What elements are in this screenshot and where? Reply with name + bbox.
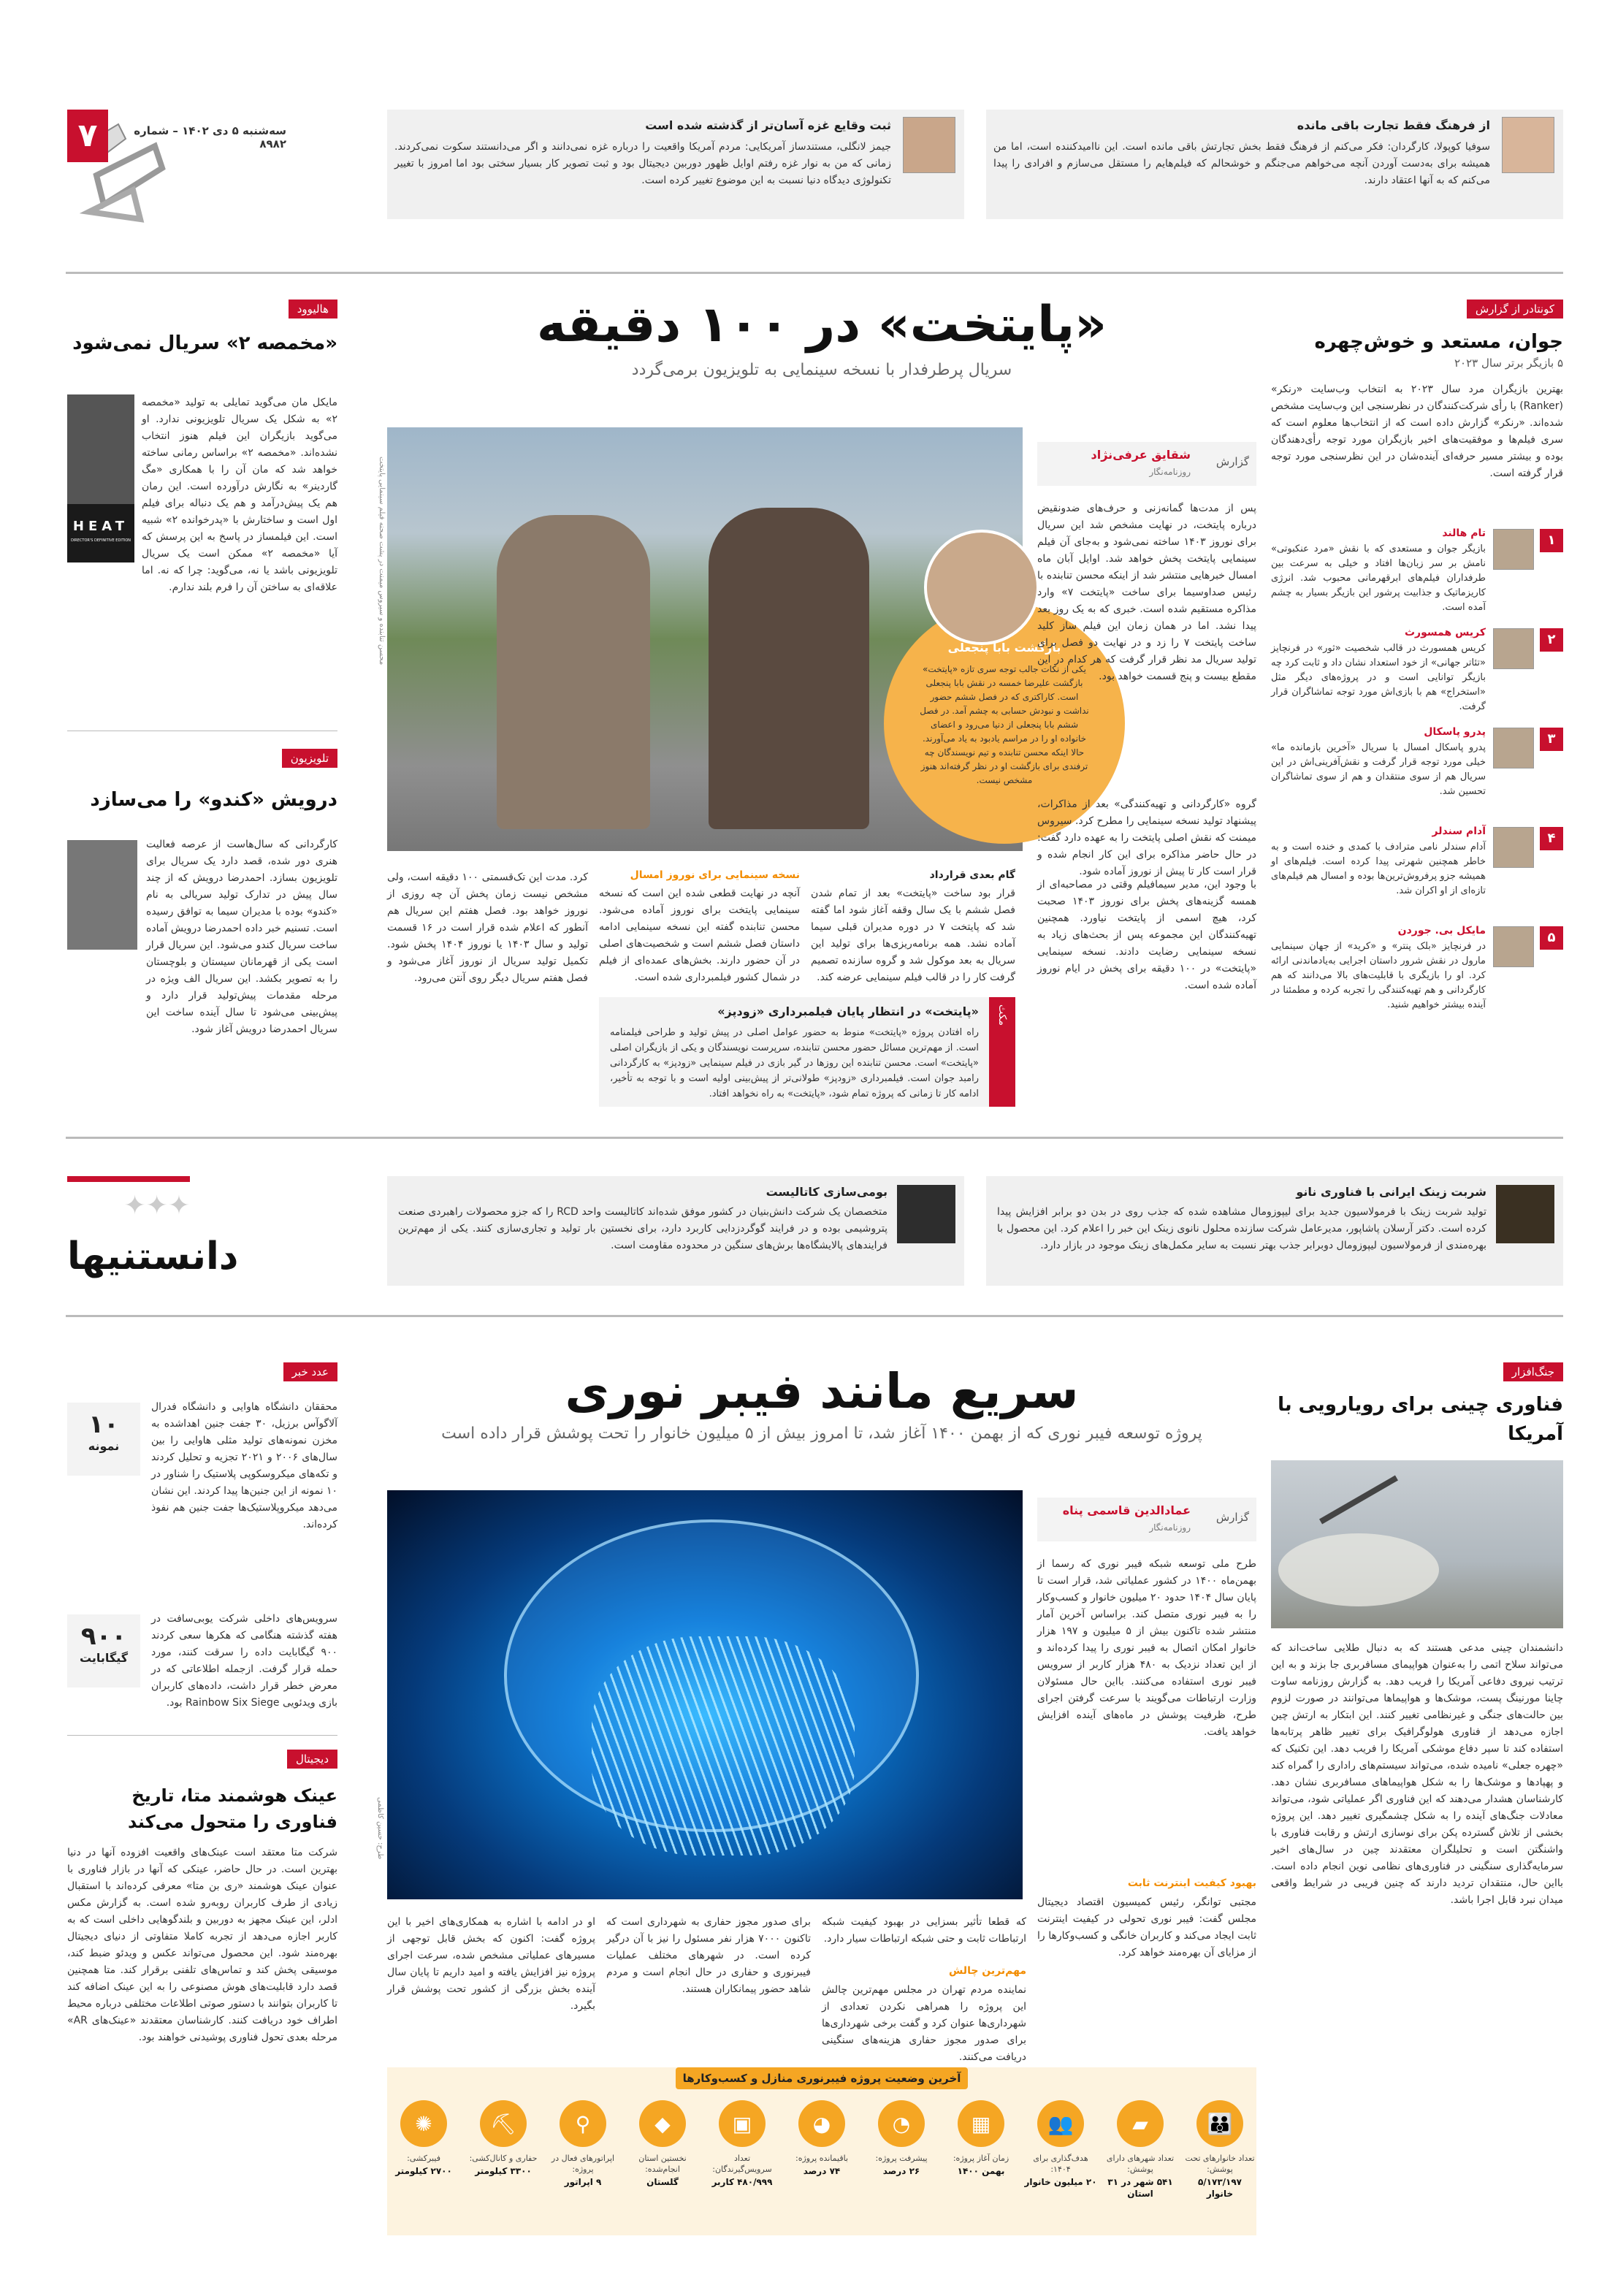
infographic-title-bar	[676, 2067, 968, 2089]
fact1-unit: نمونه	[88, 1439, 120, 1453]
province-icon: ◆	[639, 2100, 686, 2147]
fiber-col4: او در ادامه با اشاره به همکاری‌های اخیر با این پروژه گفت: اکنون که بخش قابل توجهی از مسیرهای عملیاتی مشخص شده، سرعت اجرای پروژه نیز افزایش یافته و امید داریم تا پایان سال آینده بخش بزرگی از کشور تحت پوشش قرار بگیرد.	[387, 1916, 595, 2012]
main-subheadline: سریال پرطرفدار با نسخه سینمایی به تلویزیون برمی‌گردد	[631, 361, 1012, 379]
stat-item	[467, 2100, 540, 2232]
maks-sidebar	[599, 997, 1015, 1107]
section-label-hollywood: هالیوود	[289, 300, 337, 319]
article-body-kandu: کارگردانی که سال‌هاست از عرصه فعالیت هنری دور شده، قصد دارد یک سریال برای تلویزیون بسازد. احمدرضا درویش که از چند سال پیش در تدارک تولید سریالی به نام «کندو» بوده با مدیران سیما به توافق رسیده است. تسنیم خبر داده احمدرضا درویش آماده ساخت سریال کندو می‌شود. این سریال قرار است یکی از قهرمانان سیستان و بلوچستان را به تصویر بکشد. این سریال الف ویژه در مرحله مقدمات پیش‌تولید قرار دارد و پیش‌بینی می‌شود تا سال آینده ساخت این سریال احمدرضا درویش آغاز شود.	[146, 839, 337, 1035]
headline-meta: عینک هوشمند متا، تاریخ فناوری را متحول می‌کند	[128, 1785, 337, 1832]
article-body-heat: مایکل مان می‌گوید تمایلی به تولید «مخمصه ۲» به شکل یک سریال تلویزیونی ندارد. او می‌گوید بازیگران این فیلم هنوز انتخاب نشده‌اند. «مخمصه ۲» براساس رمانی ساخته خواهد شد که مان آن را با همکاری «مگ گاردینر» به نگارش درآورده است. این رمان هم یک پیش‌درآمد و هم یک دنباله برای فیلم اول است و ساختارش با «پدرخوانده ۲» شبیه است. این فیلمساز در پاسخ به این پرسش که آیا «مخمصه ۲» ممکن است یک سریال تلویزیونی باشد یا نه، می‌گوید: چرا که نه. اما علاقه‌ای به ساختن آن را فرم بلند ندارم.	[142, 397, 338, 593]
main-col4: کرد. مدت این تک‌قسمتی ۱۰۰ دقیقه است، ولی مشخص نیست زمان پخش آن چه روزی از نوروز خواهد بود. فصل هفتم این سریال هم آنطور که اعلام شده قرار است در ۱۶ قسمت تولید و سال ۱۴۰۳ یا نوروز ۱۴۰۴ پخش شود. تکمیل تولید سریال از نوروز آغاز می‌شود و فصل هفتم سریال دیگر روی آنتن می‌رود.	[387, 872, 588, 984]
actor-body: پدرو پاسکال امسال با سریال «آخرین بازمانده ما» خیلی مورد توجه قرار گرفت و نقش‌آفرینی‌اش در این سریال هم از سوی منتقدان و هم از سوی تماشاگران تحسین شد.	[1271, 742, 1486, 797]
top-news-body-1: سوفیا کوپولا، کارگردان: فکر می‌کنم از فرهنگ فقط بخش تجارتش باقی مانده است. این ناامیدکننده است، اما من همیشه برای به‌دست آوردن آنچه می‌خواهم می‌جنگم و خوشحالم که فیلم‌هایم را مستقل می‌سازم و افرادی را پیدا می‌کنم که به آنها اعتقاد دارند.	[993, 141, 1490, 186]
section-label-report: کونتادر از گزارش	[1467, 300, 1563, 319]
actor-right	[709, 508, 869, 829]
article-body-meta: شرکت متا معتقد است عینک‌های واقعیت افزوده آنها در دنیا بهترین است. در حال حاضر، عینکی که آنها در بازار فناوری با عنوان عینک هوشمند «ری بن متا» معرفی کرده‌اند با استقبال زیادی از طرف کاربران روبه‌رو شده است. به گزارش مکس ادلر، این عینک مجهز به دوربین و بلندگوهایی داخلی است که به کاربر اجازه می‌دهد از تجربه کاملا متفاوتی از دنیای دیجیتال بهره‌مند شود. این محصول می‌تواند عکس و ویدئو ضبط کند، موسیقی پخش کند و تماس‌های تلفنی برقرار کند. متا همچنین قصد دارد قابلیت‌های هوش مصنوعی را به این عینک اضافه کند تا کاربران بتوانند با دستور صوتی اطلاعات مختلفی درباره محیط اطراف خود دریافت کنند. کارشناسان معتقدند «عینک‌های AR» مرحله بعدی تحول فناوری پوشیدنی خواهند بود.	[67, 1847, 337, 2043]
page-number-box	[67, 110, 108, 162]
main-col3-head: نسخه سینمایی برای نوروز امسال	[630, 869, 800, 881]
fiber-photo-caption: طرح: حسین کاظمی	[376, 1797, 384, 1860]
top-news-photo-1	[1502, 117, 1554, 173]
fiber-kicker-box	[1037, 1498, 1256, 1541]
stat-item	[785, 2100, 858, 2232]
maks-kicker: مکث	[996, 1004, 1008, 1026]
missile-photo	[1271, 1460, 1563, 1628]
headline-kandu: درویش «کندو» را می‌سازد	[90, 789, 337, 811]
headline-heat: «مخمصه ۲» سریال نمی‌شود	[72, 332, 337, 354]
actor-name: پدرو پاسکال	[1424, 726, 1486, 738]
router-icon: ▣	[719, 2100, 766, 2147]
maks-kicker-box	[989, 997, 1015, 1107]
fiber-col1: طرح ملی توسعه شبکه فیبر نوری که رسما از بهمن‌ماه ۱۴۰۰ در کشور عملیاتی شد، قرار است تا پایان سال ۱۴۰۴ حدود ۲۰ میلیون خانوار و کسب‌وکار را به فیبر نوری متصل کند. براساس آخرین آمار منتشر شده تاکنون بیش از ۵ میلیون و ۱۹۷ هزار خانوار امکان اتصال به فیبر نوری را پیدا کرده‌اند و از این تعداد نزدیک به ۴۸۰ هزار کاربر از سرویس فیبر نوری استفاده می‌کنند. بااین حال مسئولان وزارت ارتباطات می‌گویند با سرعت گرفتن اجرای طرح، ظرفیت پوشش در ماه‌های آینده افزایش خواهد یافت.	[1037, 1558, 1257, 1738]
infographic	[387, 2067, 1256, 2235]
bottom-news-photo-1	[1496, 1185, 1554, 1243]
stat-value: ۲۷۰۰ کیلومتر	[395, 2166, 452, 2176]
stat-item	[626, 2100, 699, 2232]
fiber-author-role: روزنامه‌نگار	[1149, 1522, 1191, 1533]
fiber-kicker: گزارش	[1215, 1511, 1249, 1524]
right-column	[1271, 300, 1563, 1125]
subhead-actors: ۵ بازیگر برتر سال ۲۰۲۳	[1454, 356, 1563, 370]
bottom-news-item-2	[387, 1176, 964, 1286]
stat-item	[1024, 2100, 1097, 2232]
main-col1b: گروه «کارگردانی و تهیه‌کنندگی» بعد از مذاکرات، پیشنهاد تولید نسخه سینمایی را مطرح کرد. سیروس میمنت که نقش اصلی پایتخت را به عهده دارد گفت: در حال حاضر مذاکره برای این کار انجام شده و قرار است کار تا پیش از نوروز آماده شود.	[1037, 798, 1256, 877]
stat-item	[546, 2100, 619, 2232]
family-icon: 👪	[1196, 2100, 1243, 2147]
fact2-number-box	[67, 1614, 140, 1687]
map-iran-icon: ▰	[1117, 2100, 1164, 2147]
stat-label: تعداد شهرهای دارای پوشش:	[1106, 2154, 1175, 2174]
stat-label: فیبرکشی:	[407, 2154, 440, 2163]
bio-photo	[924, 530, 1039, 645]
actor-photo	[1493, 827, 1534, 868]
actor-photo	[1493, 628, 1534, 669]
stat-label: زمان آغاز پروژه:	[953, 2154, 1009, 2163]
bottom-news-title-2: بومی‌سازی کاتالیست	[766, 1185, 888, 1199]
fact2-unit: گیگابایت	[79, 1651, 129, 1665]
fiber-headline: سریع مانند فیبر نوری	[565, 1363, 1079, 1419]
bottom-news-body-2: متخصصان یک شرکت دانش‌بنیان در کشور موفق شده‌اند کاتالیست واحد RCD را که جزو محصولات راهبردی صنعت پتروشیمی بوده و در فرایند گوگردزدایی کاربرد دارد، برای نخستین بار تولید و تجاری‌سازی کنند. یکی از مهم‌ترین فرایندهای پالایشگاه‌ها برش‌های سنگین در محدوده مقاومت است.	[398, 1206, 888, 1251]
top-news-item-1	[986, 110, 1563, 219]
actor-item	[1271, 725, 1563, 818]
actor-name: آدام سندلر	[1432, 825, 1486, 837]
bottom-news-body-1: تولید شربت زینک با فرمولاسیون جدید برای لیپوزومال مشاهده شده که جذب روی در بدن دو برابر افزایش پیدا کرده است. دکتر آرسلان پاشاپور، مدیرعامل شرکت سازنده محلول نانوی زینک این خبر را اعلام کرد. این محصول با بهره‌مندی از فرمولاسیون لیپوزومال دوبرابر جذب بهتر نسبت به سایر مکمل‌های زینک موجود در بازار دارد.	[997, 1206, 1486, 1251]
stat-value: ۷۴ درصد	[803, 2166, 841, 2176]
top-news-title-1: از فرهنگ فقط تجارت باقی مانده	[1297, 118, 1490, 132]
actor-body: آدام سندلر نامی مترادف با کمدی و خنده است و به خاطر همچنین شهرتی پیدا کرده است. فیلم‌های او همیشه جزو پرفروش‌ترین‌ها بوده و امسال هم فیلم‌های تازه‌ای از او اکران شد.	[1271, 842, 1486, 896]
stat-value: ۹ اپراتور	[564, 2177, 602, 2187]
page-number: ۷	[77, 117, 98, 154]
actor-rank: ۱	[1540, 529, 1563, 552]
main-col1c: با وجود این، مدیر سیمافیلم وقتی در مصاحبه‌ای از همسه گزینه‌های پخش برای نوروز ۱۴۰۳ صحبت کرد، هیچ اسمی از پایتخت نیاورد. همچنین تهیه‌کنندگان این مجموعه پس از بحث‌های زیاد به نسخه سینمایی رضایت دادند. نسخه سینمایی «پایتخت» در ۱۰۰ دقیقه برای پخش در ایام نوروز آماده شده است.	[1037, 879, 1257, 991]
bottom-brand-faint: ✦✦✦	[123, 1191, 190, 1221]
actor-left	[497, 515, 650, 829]
stat-label: نخستین استان انجام‌شده:	[638, 2154, 687, 2174]
stat-label: باقیمانده پروژه:	[795, 2154, 849, 2163]
fact2-number: ۹۰۰	[80, 1622, 127, 1651]
stat-label: پیشرفت پروژه:	[875, 2154, 928, 2163]
bottom-news-title-1: شربت زینک ایرانی با فناوری نانو	[1296, 1185, 1486, 1199]
stat-value: ۴۸۰/۹۹۹ کاربر	[711, 2177, 773, 2187]
bottom-news-photo-2	[897, 1185, 955, 1243]
main-headline: «پایتخت» در ۱۰۰ دقیقه	[536, 296, 1107, 354]
actor-body: در فرنچایز «بلک پنتر» و «کرید» از جهان سینمایی مارول در نقش شرور داستان اجرایی به‌یادماندنی ارائه کرد. او را بازیگری با قابلیت‌های بالا می‌دانند که هم کارگردانی و هم تهیه‌کنندگی را تجربه کرده و مطمئنا در آینده بیشتر خواهیم شنید.	[1271, 941, 1486, 1010]
actor-item	[1271, 923, 1563, 1017]
fact1-body: محققان دانشگاه هاوایی و دانشگاه فدرال آلاگوآس برزیل، ۳۰ جفت جنین اهداشده به مخزن نمونه‌های تولید مثلی هاوایی را بین سال‌های ۲۰۰۶ و ۲۰۲۱ تجزیه و تحلیل کردند و تکه‌های میکروسکوپی پلاستیک را شناور در ۱۰ نمونه از این جنین‌ها پیدا کردند. این نشان می‌دهد میکروپلاستیک‌ها جفت جنین هم نفوذ کرده‌اند.	[151, 1401, 337, 1530]
tower-icon: ⚲	[560, 2100, 606, 2147]
fact1-number-box	[67, 1403, 140, 1476]
dateline: سه‌شنبه ۵ دی ۱۴۰۲ – شماره ۸۹۸۲	[134, 124, 286, 150]
fiber-strands	[592, 1636, 855, 1856]
actor-photo	[1493, 926, 1534, 967]
calendar-icon: ▦	[958, 2100, 1004, 2147]
main-story	[378, 292, 1257, 1125]
main-author-role: روزنامه‌نگار	[1149, 467, 1191, 477]
section-label-weapons: جنگ‌افزار	[1503, 1362, 1563, 1381]
headline-actors: جوان، مستعد و خوش‌چهره	[1314, 331, 1563, 353]
actor-rank: ۳	[1540, 728, 1563, 751]
stat-label: اپراتورهای فعال در پروژه:	[551, 2154, 615, 2174]
stat-value: ۵/۱۷۳/۱۹۷ خانوار	[1197, 2177, 1243, 2199]
fiber-icon: ✺	[400, 2100, 447, 2147]
actor-item	[1271, 824, 1563, 918]
bottom-brand-red-bar	[67, 1176, 190, 1182]
stat-value: ۵۴۱ شهر در ۳۱ استان	[1107, 2177, 1173, 2199]
actors-list	[1271, 526, 1563, 1017]
main-author: شقایق عرفی‌نژاد	[1091, 448, 1191, 462]
top-divider	[66, 272, 1563, 274]
bottom-left-column	[67, 1362, 337, 2224]
main-kicker-box	[1037, 442, 1256, 486]
excavator-icon: ⛏	[480, 2100, 527, 2147]
actor-name: مایکل بی. جوردن	[1397, 925, 1486, 937]
stat-value: ۳۳۰۰ کیلومتر	[475, 2166, 532, 2176]
maks-title: «پایتخت» در انتظار پایان فیلمبرداری «زودپز»	[717, 1004, 979, 1018]
stats-row	[387, 2100, 1256, 2232]
stat-label: تعداد سرویس‌گیرندگان:	[712, 2154, 772, 2174]
actor-photo	[1493, 529, 1534, 570]
fiber-col3: برای صدور مجوز حفاری به شهرداری است که تاکنون ۷۰۰۰ هزار نفر مسئول را نیز با آن درگیر کرده است. در شهرهای مختلف عملیات فیبرنوری و حفاری در حال انجام است و مردم شاهد حضور پیمانکاران هستند.	[606, 1916, 812, 1995]
stat-value: ۲۰ میلیون خانوار	[1024, 2177, 1097, 2187]
main-kicker: گزارش	[1215, 455, 1249, 468]
bio-name: بازگشت بابا پنجعلی	[947, 641, 1061, 655]
article-body-china: دانشمندان چینی مدعی هستند که به دنبال طلایی ساخت‌اند که می‌تواند سلاح اتمی را به‌عنوان هواپیمای مسافربری جا بزند و به این ترتیب نیروی دفاعی آمریکا را فریب دهد. به گزارش روزنامه ساوت چاینا مورنینگ پست، موشک‌ها و هواپیماها می‌توانند در صورت لزوم بین حالت‌های جنگی و غیرنظامی تغییر کنند. این ابتکار به ارتش چین اجازه می‌دهد از فناوری هولوگرافیک برای تغییر ظاهر پرتابه‌ها استفاده کند تا سپر دفاع موشکی آمریکا را فریب دهد. این تکنیک که «چهره جعلی» نامیده شده، می‌تواند سیستم‌های راداری را گمراه کند و پهپادها و موشک‌ها را به شکل هواپیماهای مسافربری نشان دهد. کارشناسان هشدار می‌دهند که این فناوری اگر عملیاتی شود، می‌تواند معادلات جنگ‌های آینده را به شکل چشمگیری تغییر دهد. این پروژه بخشی از تلاش گسترده پکن برای نوسازی ارتش و رقابت فناوری با واشنگتن است و تحلیلگران معتقدند چین در سال‌های اخیر سرمایه‌گذاری سنگینی در فناوری‌های نظامی نوین انجام داده است. بااین حال، منتقدان تردید دارند که چنین فریبی در شرایط واقعی میدان نبرد قابل اجرا باشد.	[1271, 1642, 1563, 1906]
headline-china: فناوری چینی برای رویارویی با آمریکا	[1278, 1394, 1563, 1445]
bottom-right-column	[1271, 1362, 1563, 2224]
stat-item	[387, 2100, 460, 2232]
top-news-title-2: ثبت وقایع غزه آسان‌تر از گذشته شده است	[645, 118, 891, 132]
main-col2-head: گام بعدی قرارداد	[929, 869, 1015, 881]
fact1-number: ۱۰	[88, 1410, 119, 1439]
actor-item	[1271, 526, 1563, 619]
bio-body: یکی از نکات جالب توجه سری تازه «پایتخت» بازگشت علیرضا خمسه در نقش بابا پنجعلی است. کاراکتری که در فصل ششم حضور نداشت و نبودش حسابی به چشم آمد. در فصل ششم بابا پنجعلی از دنیا می‌رود و اعضای خانواده او را در مراسم یادبود به یاد می‌آورند. حالا اینکه محسن تنابنده و تیم نویسندگان چه ترفندی برای بازگشت او در نظر گرفته‌اند هنوز مشخص نیست.	[920, 664, 1089, 785]
actor-name: تام هالند	[1442, 527, 1486, 539]
page-masthead	[67, 110, 337, 234]
top-news-photo-2	[903, 117, 955, 173]
intro-actors: بهترین بازیگران مرد سال ۲۰۲۳ به انتخاب وب‌سایت «رنکر» (Ranker) با رأی شرکت‌کنندگان در نظرسنجی این وب‌سایت مشخص شده‌اند. «رنکر» گزارش داده است که از انتخاب‌ها معلوم است که سری فیلم‌ها و موفقیت‌های اخیر بازیگران مورد توجه رأی‌دهندگان بوده و بیشتر مسیر حرفه‌ای آینده‌شان در این نظرسنجی مورد توجه قرار گرفته است.	[1271, 384, 1563, 479]
main-col1: پس از مدت‌ها گمانه‌زنی و حرف‌های ضدونقیض درباره پایتخت، در نهایت مشخص شد این سریال برای نوروز ۱۴۰۳ ساخته نمی‌شود و به‌جای آن فیلم سینمایی پایتخت پخش خواهد شد. اوایل آبان ماه امسال خبرهایی منتشر شد از اینکه محسن تنابنده با رئیس صداوسیما برای ساخت «پایتخت ۷» وارد مذاکره مستقیم شده است. خبری که به یک روز بعد پیدا نشد. اما در همان زمان این فیلم ساز کلید ساخت پایتخت ۷ را زد و در نهایت دو فصل برای تولید سریال مد نظر قرار گرفت که هر کدام در این مقطع بیست و پنج قسمت خواهد بود.	[1037, 503, 1256, 682]
photo-caption: محسن تنابنده و سیروس میمنت در پشت صحنه فیلم سینمایی پایتخت	[378, 457, 386, 665]
stat-item	[1183, 2100, 1256, 2232]
fiber-col1b: مجتبی توانگر، رئیس کمیسیون اقتصاد دیجیتال مجلس گفت: فیبر نوری تحولی در کیفیت اینترنت ثابت ایجاد می‌کند و کاربران خانگی و کسب‌وکارها را از مزایای آن بهره‌مند خواهد کرد.	[1037, 1896, 1256, 1959]
fact2-body: سرویس‌های داخلی شرکت یوبی‌سافت در هفته گذشته هنگامی که هکرها سعی کردند ۹۰۰ گیگابایت داده را سرقت کنند، مورد حمله قرار گرفت. ازجمله اطلاعاتی که در معرض خطر قرار داشت، داده‌های کاربران بازی ویدئویی Rainbow Six Siege بود.	[151, 1613, 337, 1709]
mid-divider	[66, 1137, 1563, 1139]
heat-poster	[67, 394, 134, 562]
fiber-col1-sub: بهبود کیفیت اینترنت ثابت	[1127, 1877, 1256, 1889]
people-icon: 👥	[1037, 2100, 1084, 2147]
stat-label: هدف‌گذاری برای ۱۴۰۴:	[1033, 2154, 1088, 2174]
actor-photo	[1493, 728, 1534, 768]
actor-rank: ۲	[1540, 628, 1563, 652]
left-column	[67, 300, 337, 1118]
stat-label: حفاری و کانال‌کشی:	[469, 2154, 538, 2163]
stat-item	[706, 2100, 779, 2232]
fiber-col2-sub: مهم‌ترین چالش	[949, 1965, 1026, 1977]
stat-item	[1104, 2100, 1177, 2232]
bottom-top-divider	[66, 1315, 1563, 1317]
top-news-body-2: جیمز لانگلی، مستندساز آمریکایی: مردم آمریکا واقعیت را درباره غزه نمی‌دانند و اگر می‌دانستند سکوت نمی‌کردند. زمانی که من به نوار غزه رفتم اوایل ظهور دوربین دیجیتال بود و ثبت تصویر کار بسیار سختی بود اما امروز با تغییر تکنولوژی دیدگاه دنیا نسبت به این موضوع تغییر کرده است.	[394, 141, 891, 186]
remaining-ring-icon: ◕	[798, 2100, 845, 2147]
progress-ring-icon: ◔	[878, 2100, 925, 2147]
top-news-item-2	[387, 110, 964, 219]
actor-name: کریس همسورث	[1404, 627, 1486, 638]
fiber-author: عمادالدین قاسمی پناه	[1062, 1503, 1191, 1517]
darvish-photo	[67, 840, 137, 950]
bottom-news-item-1	[986, 1176, 1563, 1286]
fiber-subheadline: پروژه توسعه فیبر نوری که از بهمن ۱۴۰۰ آغاز شد، تا امروز بیش از ۵ میلیون خانوار را تحت پوشش قرار داده است	[441, 1424, 1202, 1443]
bottom-brand-word: دانستنیها	[67, 1235, 239, 1278]
bottom-left-divider	[67, 1735, 337, 1736]
infographic-title: آخرین وضعیت پروژه فیبرنوری منازل و کسب‌وکارها	[682, 2072, 961, 2085]
actor-item	[1271, 625, 1563, 719]
actor-body: بازیگر جوان و مستعدی که با نقش «مرد عنکبوتی» نامش بر سر زبان‌ها افتاد و خیلی به سرعت بین طرفداران فیلم‌های ابرقهرمانی محبوب شد. انرژی کاریزماتیک و جذابیت پرشور این بازیگر بسیار به چشم آمده است.	[1271, 544, 1486, 613]
bottom-masthead	[67, 1176, 337, 1286]
actor-rank: ۵	[1540, 926, 1563, 950]
stat-value: ۲۶ درصد	[882, 2166, 920, 2176]
section-label-digital: دیجیتال	[287, 1750, 337, 1769]
actor-body: کریس همسورث در قالب شخصیت «ثور» در فرنچایز «تئاتر جهانی» از خود استعداد نشان داد و ثابت کرد چه بازیگر توانایی است و در پروژه‌های دیگر مثل «استخراج» هم با بازی‌اش مورد توجه تماشاگران قرار گرفت.	[1271, 643, 1486, 712]
stat-value: گلستان	[646, 2177, 679, 2187]
actor-rank: ۴	[1540, 827, 1563, 850]
section-label-number: عدد خبر	[283, 1362, 337, 1381]
fiber-col2b: نماینده مردم تهران در مجلس مهم‌ترین چالش این پروژه را همراهی نکردن تعدادی از شهرداری‌ها عنوان کرد و گفت برخی شهرداری‌ها برای صدور مجوز حفاری هزینه‌های سنگینی دریافت می‌کنند.	[822, 1984, 1026, 2063]
poster-subtitle: DIRECTOR'S DEFINITIVE EDITION	[70, 538, 131, 543]
stat-label: تعداد خانوارهای تحت پوشش:	[1185, 2154, 1255, 2174]
fiber-photo	[376, 1490, 1023, 1899]
main-col3: آنچه در نهایت قطعی شده این است که نسخه سینمایی پایتخت برای نوروز آماده می‌شود. محسن تنابنده گفته این نسخه سینمایی ادامه داستان فصل ششم است و شخصیت‌های اصلی در آن حضور دارند. بخش‌های عمده‌ای از فیلم در شمال کشور فیلمبرداری شده است.	[599, 888, 800, 983]
poster-title: HEAT	[72, 519, 129, 534]
stat-item	[944, 2100, 1018, 2232]
stat-item	[865, 2100, 938, 2232]
stat-value: بهمن ۱۴۰۰	[957, 2166, 1005, 2176]
main-col2: قرار بود ساخت «پایتخت» بعد از تمام شدن فصل ششم با یک سال وقفه آغاز شود اما گفته شد که پایتخت ۷ در دوره مدیران قبلی سیما آماده نشد. همه برنامه‌ریزی‌ها برای تولید این سریال به بعد موکول شد و گروه سازنده تصمیم گرفت کار را در قالب فیلم سینمایی عرضه کند.	[811, 888, 1015, 983]
fiber-col2: که قطعا تأثیر بسزایی در بهبود کیفیت شبکه ارتباطات ثابت و حتی شبکه ارتباطات سیار دارد.	[822, 1916, 1026, 1945]
fiber-story	[376, 1359, 1257, 2235]
section-label-tv: تلویزیون	[282, 749, 337, 768]
maks-body: راه افتادن پروژه «پایتخت» منوط به حضور عوامل اصلی در پیش تولید و طراحی فیلمنامه است. از مهم‌ترین مسائل حضور محسن تنابنده، سرپرست نویسندگان و یکی از بازیگران اصلی «پایتخت» است. محسن تنابنده این روزها در گیر بازی در فیلم سینمایی «زودپز» به کارگردانی رامبد جوان است. فیلمبرداری «زودپز» طولانی‌تر از پیش‌بینی اولیه است و با توجه به تأخیر، ادامه کار تا زمانی که پروژه تمام شود، «پایتخت» به راه نخواهد افتاد.	[610, 1027, 979, 1099]
